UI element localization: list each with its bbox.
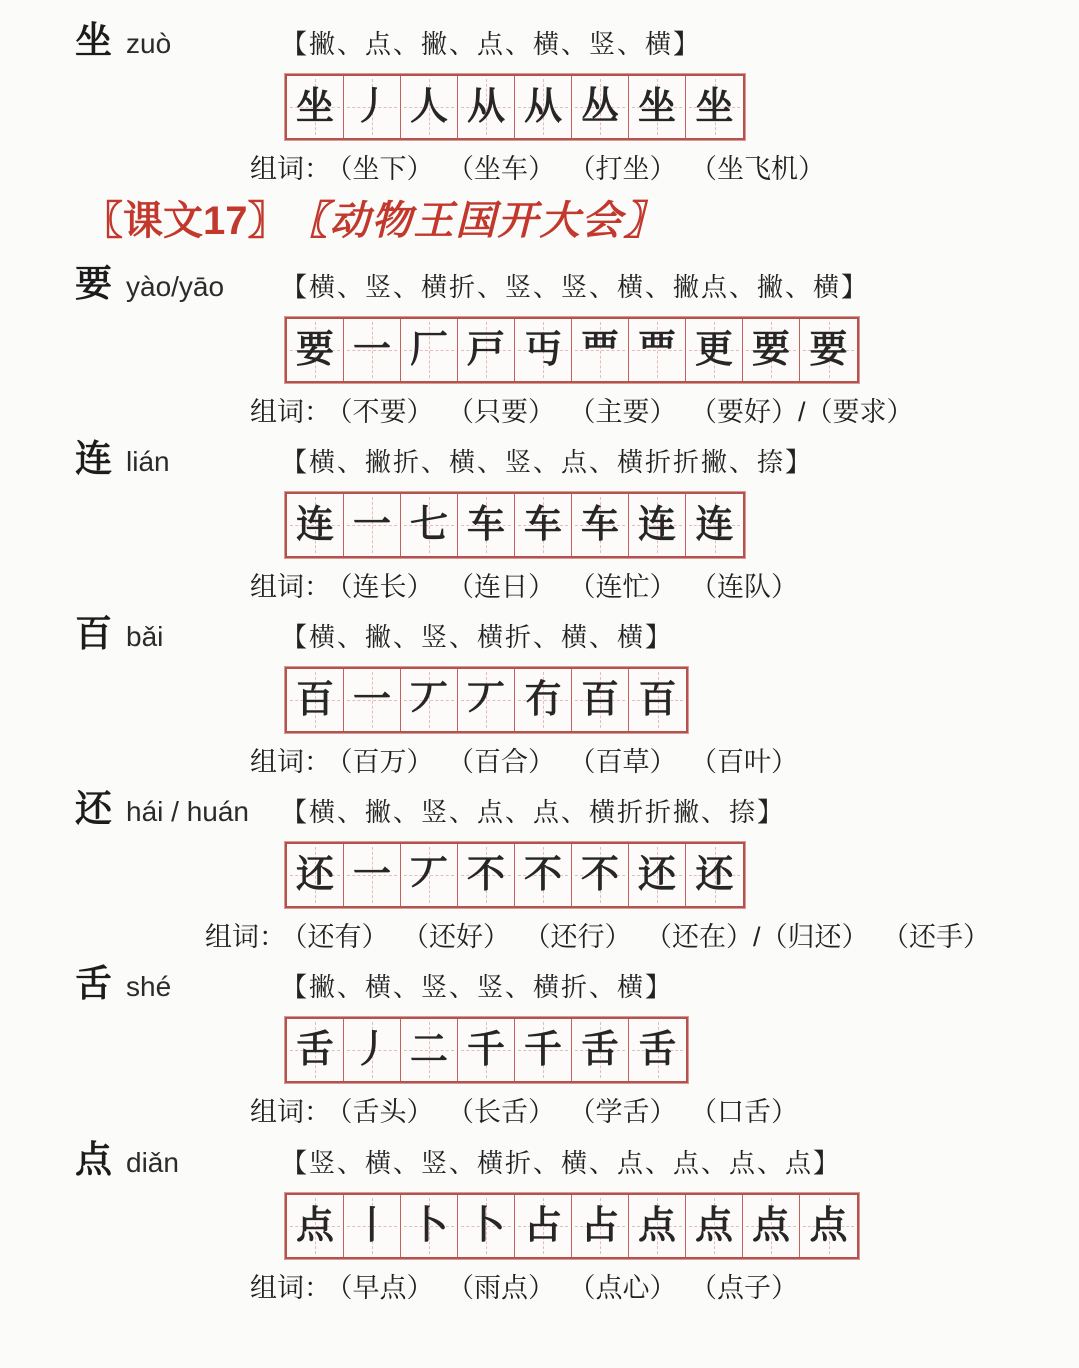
grid-cell <box>686 844 743 906</box>
stroke-grid <box>285 492 745 558</box>
character-column <box>75 438 281 481</box>
stroke-order-list: 【横、撇、竖、横折、横、横】 <box>281 622 674 653</box>
stroke-step-glyph: 千 <box>466 1029 505 1072</box>
grid-cell <box>572 669 629 731</box>
words-label: 组词： <box>250 154 331 184</box>
stroke-grid-row <box>285 492 1049 558</box>
entry-head <box>75 963 1049 1007</box>
stroke-order-list: 【横、撇折、横、竖、点、横折折撇、捺】 <box>281 447 814 478</box>
words-list: （连长） （连日） （连忙） （连队） <box>339 572 799 603</box>
grid-cell <box>287 669 344 731</box>
stroke-step-glyph: 不 <box>466 854 505 897</box>
stroke-grid <box>285 1193 859 1259</box>
stroke-step-glyph: 舌 <box>580 1029 619 1072</box>
stroke-step-glyph: 更 <box>694 329 733 372</box>
grid-cell <box>344 1195 401 1257</box>
grid-cell <box>629 1195 686 1257</box>
stroke-grid <box>285 1017 688 1083</box>
grid-cell <box>515 669 572 731</box>
stroke-step-glyph: 连 <box>637 504 676 547</box>
words-list: （早点） （雨点） （点心） （点子） <box>339 1272 799 1303</box>
character-column <box>75 20 281 63</box>
words-label: 组词： <box>205 922 286 953</box>
stroke-step-glyph: 点 <box>295 1204 334 1247</box>
stroke-grid <box>285 842 745 908</box>
word-examples <box>250 1271 1049 1306</box>
stroke-step-glyph: 一 <box>352 504 391 547</box>
grid-cell <box>629 1019 686 1081</box>
word-examples <box>250 745 1049 780</box>
character: 舌 <box>75 963 112 1005</box>
stroke-step-glyph: 点 <box>694 1204 733 1247</box>
grid-cell <box>344 319 401 381</box>
stroke-step-glyph: 车 <box>523 504 562 547</box>
stroke-grid <box>285 317 859 383</box>
grid-cell <box>572 1195 629 1257</box>
grid-cell <box>743 319 800 381</box>
stroke-step-glyph: 点 <box>809 1204 848 1247</box>
character: 坐 <box>75 20 112 61</box>
character: 连 <box>75 438 112 480</box>
stroke-step-glyph: 还 <box>695 854 734 897</box>
stroke-step-glyph: 丛 <box>580 86 619 128</box>
character-column <box>75 963 281 1006</box>
stroke-step-glyph: 要 <box>809 329 848 372</box>
pinyin: lián <box>126 446 170 478</box>
stroke-step-glyph: 占 <box>580 1204 619 1247</box>
stroke-step-glyph: 一 <box>352 329 391 372</box>
grid-cell <box>458 1019 515 1081</box>
stroke-step-glyph: 丆 <box>466 679 505 722</box>
stroke-step-glyph: 卜 <box>409 1204 448 1247</box>
stroke-step-glyph: 坐 <box>295 86 334 128</box>
stroke-step-glyph: 还 <box>637 854 676 897</box>
word-examples <box>250 1095 1049 1130</box>
stroke-step-glyph: 要 <box>751 329 790 372</box>
stroke-step-glyph: 点 <box>637 1204 676 1247</box>
grid-cell <box>743 1195 800 1257</box>
pinyin: yào/yāo <box>126 271 225 303</box>
entry-head <box>75 20 1049 64</box>
grid-cell <box>515 319 572 381</box>
entry-bai <box>75 613 1049 780</box>
entry-lian <box>75 438 1049 605</box>
grid-cell <box>344 1019 401 1081</box>
grid-cell <box>686 76 743 138</box>
stroke-step-glyph: 从 <box>466 86 505 128</box>
grid-cell <box>287 319 344 381</box>
grid-cell <box>401 494 458 556</box>
grid-cell <box>629 669 686 731</box>
stroke-step-glyph: 丿 <box>352 86 391 128</box>
character: 还 <box>75 788 112 830</box>
stroke-step-glyph: 百 <box>295 679 334 722</box>
entry-head <box>75 438 1049 482</box>
entry-head <box>75 613 1049 657</box>
words-label: 组词： <box>250 397 331 428</box>
words-list: （百万） （百合） （百草） （百叶） <box>339 747 799 778</box>
grid-cell <box>572 1019 629 1081</box>
grid-cell <box>458 319 515 381</box>
grid-cell <box>458 76 515 138</box>
entry-zuo <box>75 20 1049 187</box>
stroke-step-glyph: 丆 <box>409 854 448 897</box>
stroke-step-glyph: 连 <box>695 504 734 547</box>
grid-cell <box>800 1195 857 1257</box>
words-label: 组词： <box>250 572 331 603</box>
stroke-step-glyph: 七 <box>409 504 448 547</box>
lesson-title: 〖动物王国开大会〗 <box>307 199 666 244</box>
entry-head <box>75 1139 1049 1183</box>
character: 要 <box>75 263 112 305</box>
word-examples <box>205 920 1049 955</box>
grid-cell <box>401 1019 458 1081</box>
words-list: （不要） （只要） （主要） （要好）/（要求） <box>339 397 914 428</box>
word-examples <box>250 570 1049 605</box>
grid-cell <box>287 1195 344 1257</box>
character-column <box>75 788 281 831</box>
grid-cell <box>629 76 686 138</box>
stroke-order-list: 【撇、点、撇、点、横、竖、横】 <box>281 29 702 59</box>
stroke-grid-row <box>285 1017 1049 1083</box>
stroke-step-glyph: 舌 <box>638 1029 677 1072</box>
grid-cell <box>572 76 629 138</box>
grid-cell <box>572 844 629 906</box>
grid-cell <box>401 1195 458 1257</box>
grid-cell <box>515 1019 572 1081</box>
stroke-step-glyph: 丨 <box>352 1204 391 1247</box>
pinyin: shé <box>126 971 172 1003</box>
grid-cell <box>344 844 401 906</box>
grid-cell <box>458 494 515 556</box>
stroke-step-glyph: 一 <box>352 679 391 722</box>
stroke-order-list: 【横、撇、竖、点、点、横折折撇、捺】 <box>281 797 786 828</box>
stroke-step-glyph: 卜 <box>466 1204 505 1247</box>
entry-head <box>75 788 1049 832</box>
word-examples <box>250 395 1049 430</box>
grid-cell <box>629 319 686 381</box>
stroke-step-glyph: 坐 <box>695 86 734 128</box>
stroke-grid-row <box>285 667 1049 733</box>
grid-cell <box>287 844 344 906</box>
grid-cell <box>458 844 515 906</box>
stroke-step-glyph: 不 <box>523 854 562 897</box>
grid-cell <box>344 76 401 138</box>
grid-cell <box>572 319 629 381</box>
words-list: （还有） （还好） （还行） （还在）/（归还） （还手） <box>294 922 991 953</box>
stroke-step-glyph: 戸 <box>466 329 505 372</box>
stroke-step-glyph: 不 <box>580 854 619 897</box>
stroke-step-glyph: 还 <box>295 854 334 897</box>
character-column <box>75 1139 281 1182</box>
stroke-step-glyph: 从 <box>523 86 562 128</box>
stroke-step-glyph: 舌 <box>295 1029 334 1072</box>
grid-cell <box>287 1019 344 1081</box>
character: 点 <box>75 1138 112 1180</box>
stroke-grid-row <box>285 1193 1049 1259</box>
grid-cell <box>800 319 857 381</box>
grid-cell <box>686 494 743 556</box>
grid-cell <box>344 494 401 556</box>
grid-cell <box>458 1195 515 1257</box>
stroke-step-glyph: 人 <box>409 86 448 128</box>
grid-cell <box>515 494 572 556</box>
words-list: （坐下） （坐车） （打坐） （坐飞机） <box>339 154 826 184</box>
stroke-step-glyph: 丆 <box>409 679 448 722</box>
grid-cell <box>515 1195 572 1257</box>
stroke-step-glyph: 冇 <box>523 679 562 722</box>
stroke-grid <box>285 667 688 733</box>
stroke-step-glyph: 百 <box>638 679 677 722</box>
stroke-step-glyph: 要 <box>295 329 334 372</box>
grid-cell <box>686 1195 743 1257</box>
grid-cell <box>515 844 572 906</box>
stroke-step-glyph: 覀 <box>637 329 676 372</box>
grid-cell <box>401 319 458 381</box>
stroke-grid <box>285 74 745 140</box>
stroke-grid-row <box>285 842 1049 908</box>
grid-cell <box>572 494 629 556</box>
stroke-step-glyph: 车 <box>466 504 505 547</box>
words-label: 组词： <box>250 1097 331 1128</box>
stroke-step-glyph: 厂 <box>409 329 448 372</box>
grid-cell <box>401 669 458 731</box>
stroke-step-glyph: 二 <box>409 1029 448 1072</box>
character: 百 <box>75 613 112 655</box>
grid-cell <box>629 494 686 556</box>
stroke-step-glyph: 覀 <box>580 329 619 372</box>
grid-cell <box>515 76 572 138</box>
stroke-order-list: 【竖、横、竖、横折、横、点、点、点、点】 <box>281 1147 842 1178</box>
stroke-step-glyph: 点 <box>751 1204 790 1247</box>
pinyin: bǎi <box>126 621 164 653</box>
stroke-step-glyph: 一 <box>352 854 391 897</box>
lesson-header <box>83 197 1049 245</box>
words-label: 组词： <box>250 1272 331 1303</box>
stroke-step-glyph: 车 <box>580 504 619 547</box>
character-column <box>75 263 281 306</box>
grid-cell <box>401 844 458 906</box>
pinyin: hái / huán <box>126 796 249 828</box>
grid-cell <box>287 494 344 556</box>
stroke-step-glyph: 坐 <box>637 86 676 128</box>
stroke-step-glyph: 千 <box>523 1029 562 1072</box>
grid-cell <box>686 319 743 381</box>
grid-cell <box>458 669 515 731</box>
stroke-step-glyph: 丏 <box>523 329 562 372</box>
grid-cell <box>344 669 401 731</box>
grid-cell <box>401 76 458 138</box>
stroke-order-list: 【横、竖、横折、竖、竖、横、撇点、撇、横】 <box>281 272 870 303</box>
word-examples <box>250 152 1049 187</box>
stroke-step-glyph: 百 <box>580 679 619 722</box>
grid-cell <box>629 844 686 906</box>
stroke-step-glyph: 占 <box>523 1204 562 1247</box>
lesson-number: 〖课文17〗 <box>83 199 288 244</box>
stroke-order-list: 【撇、横、竖、竖、横折、横】 <box>281 972 674 1003</box>
stroke-grid-row <box>285 317 1049 383</box>
stroke-grid-row <box>285 74 1049 140</box>
pinyin: zuò <box>126 28 172 59</box>
words-list: （舌头） （长舌） （学舌） （口舌） <box>339 1097 799 1128</box>
grid-cell <box>287 76 344 138</box>
pinyin: diǎn <box>126 1146 179 1178</box>
entry-dian <box>75 1139 1049 1306</box>
entry-head <box>75 263 1049 307</box>
stroke-step-glyph: 连 <box>295 504 334 547</box>
stroke-step-glyph: 丿 <box>352 1029 391 1072</box>
entry-she <box>75 963 1049 1130</box>
entry-yao <box>75 263 1049 430</box>
words-label: 组词： <box>250 747 331 778</box>
entry-hai-huan <box>75 788 1049 955</box>
character-column <box>75 613 281 656</box>
